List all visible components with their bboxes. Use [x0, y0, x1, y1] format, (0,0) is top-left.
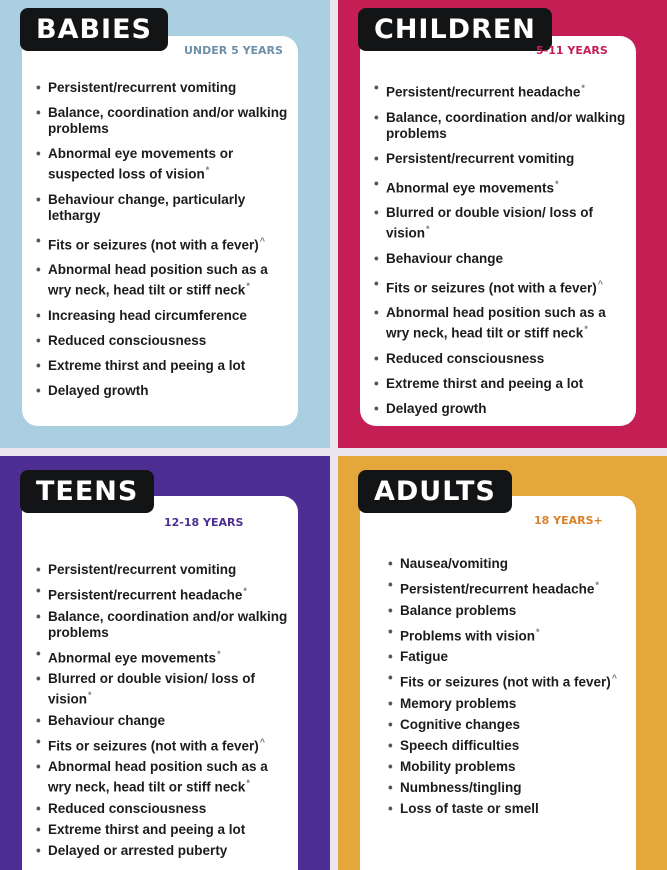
symptom-text: Increasing head circumference	[48, 307, 247, 323]
babies-symptom-item	[36, 105, 288, 137]
footnote-mark: *	[217, 648, 221, 659]
symptom-text: Extreme thirst and peeing a lot	[48, 357, 246, 373]
adults-symptom-item	[388, 624, 634, 645]
babies-symptom-item	[36, 358, 288, 374]
symptom-text: Behaviour change, particularly lethargy	[48, 191, 246, 223]
adults-symptom-item	[388, 759, 634, 775]
adults-symptom-item	[388, 603, 634, 619]
footnote-mark: *	[246, 281, 250, 291]
teens-symptom-item	[36, 843, 292, 859]
symptom-text: Persistent/recurrent headache	[386, 84, 581, 100]
symptom-text: Persistent/recurrent headache	[48, 587, 243, 603]
children-symptom-item	[374, 376, 630, 392]
symptom-text: Reduced consciousness	[386, 350, 545, 366]
symptom-text: Delayed growth	[386, 400, 487, 416]
adults-symptom-item	[388, 801, 634, 817]
adults-symptom-list	[388, 556, 634, 822]
symptom-text: Persistent/recurrent vomiting	[48, 80, 237, 95]
adults-symptom-item	[388, 717, 634, 733]
teens-symptom-list	[36, 562, 292, 864]
symptom-text: Reduced consciousness	[48, 332, 207, 348]
teens-symptom-item	[36, 734, 292, 755]
children-symptom-item	[374, 110, 630, 142]
footnote-mark: *	[88, 690, 92, 700]
children-symptom-item	[374, 251, 630, 267]
children-symptom-item	[374, 276, 630, 297]
symptom-text: Balance, coordination and/or walking problems	[48, 105, 288, 136]
symptom-text: Behaviour change	[48, 712, 166, 728]
babies-symptom-item	[36, 308, 288, 324]
children-symptom-item	[374, 80, 630, 101]
symptom-text: Fatigue	[400, 649, 449, 664]
teens-symptom-item	[36, 822, 292, 838]
teens-symptom-item	[36, 759, 292, 796]
teens-symptom-item	[36, 609, 292, 641]
children-panel	[338, 0, 667, 448]
babies-symptom-item	[36, 233, 288, 254]
symptom-text: Speech difficulties	[400, 737, 520, 753]
adults-title: ADULTS	[358, 470, 512, 513]
symptom-text: Numbness/tingling	[400, 779, 522, 795]
babies-panel	[0, 0, 330, 448]
children-symptom-item	[374, 305, 630, 342]
symptom-text: Memory problems	[400, 695, 517, 711]
footnote-mark: ^	[611, 673, 618, 683]
teens-symptom-item	[36, 562, 292, 578]
footnote-mark: ^	[597, 278, 604, 289]
symptom-text: Cognitive changes	[400, 716, 521, 732]
teens-symptom-item	[36, 583, 292, 604]
babies-symptom-item	[36, 333, 288, 349]
children-symptom-list	[374, 80, 630, 426]
symptom-text: Abnormal eye movements or suspected loss of vision	[48, 146, 234, 182]
footnote-mark: *	[246, 778, 250, 788]
footnote-mark: *	[595, 580, 599, 590]
symptom-text: Nausea/vomiting	[400, 556, 509, 571]
adults-age-range: 18 YEARS+	[534, 514, 603, 527]
symptom-text: Delayed or arrested puberty	[48, 842, 228, 858]
children-symptom-item	[374, 151, 630, 167]
footnote-mark: *	[205, 165, 210, 175]
footnote-mark: *	[555, 178, 559, 189]
children-symptom-item	[374, 351, 630, 367]
babies-title: BABIES	[20, 8, 168, 51]
symptom-text: Mobility problems	[400, 758, 516, 774]
adults-symptom-item	[388, 696, 634, 712]
symptom-text: Persistent/recurrent vomiting	[48, 562, 237, 577]
footnote-mark: *	[581, 83, 585, 93]
babies-age-range: UNDER 5 YEARS	[184, 44, 283, 57]
babies-symptom-item	[36, 80, 288, 96]
adults-symptom-item	[388, 780, 634, 796]
symptom-text: Fits or seizures (not with a fever)	[400, 674, 611, 690]
teens-age-range: 12-18 YEARS	[164, 516, 244, 529]
symptom-text: Behaviour change	[386, 250, 504, 266]
adults-symptom-item	[388, 556, 634, 572]
children-symptom-item	[374, 176, 630, 197]
children-title: CHILDREN	[358, 8, 552, 51]
children-symptom-item	[374, 401, 630, 417]
symptom-text: Fits or seizures (not with a fever)	[48, 738, 259, 753]
symptom-text: Blurred or double vision/ loss of vision	[386, 205, 594, 241]
adults-symptom-item	[388, 577, 634, 598]
adults-symptom-item	[388, 670, 634, 691]
symptom-text: Reduced consciousness	[48, 800, 207, 816]
babies-symptom-item	[36, 146, 288, 183]
adults-symptom-item	[388, 738, 634, 754]
symptom-text: Fits or seizures (not with a fever)	[386, 280, 597, 295]
symptom-text: Fits or seizures (not with a fever)	[48, 237, 259, 252]
teens-symptom-item	[36, 671, 292, 708]
symptom-text: Abnormal eye movements	[386, 180, 555, 195]
footnote-mark: ^	[259, 736, 266, 747]
symptom-text: Delayed growth	[48, 382, 149, 398]
symptom-text: Problems with vision	[400, 628, 536, 643]
symptom-text: Abnormal eye movements	[48, 650, 217, 665]
footnote-mark: *	[536, 626, 540, 637]
children-symptom-item	[374, 205, 630, 242]
symptom-text: Abnormal head position such as a wry neck, head tilt or stiff neck	[386, 305, 606, 341]
adults-symptom-item	[388, 649, 634, 665]
symptom-text: Balance problems	[400, 602, 517, 618]
footnote-mark: *	[426, 224, 430, 234]
teens-panel	[0, 456, 330, 870]
symptom-text: Abnormal head position such as a wry neck, head tilt or stiff neck	[48, 759, 268, 795]
symptom-text: Extreme thirst and peeing a lot	[48, 821, 246, 837]
symptom-text: Loss of taste or smell	[400, 800, 539, 816]
teens-symptom-item	[36, 801, 292, 817]
teens-symptom-item	[36, 646, 292, 667]
adults-panel	[338, 456, 667, 870]
symptom-text: Extreme thirst and peeing a lot	[386, 375, 584, 391]
symptom-text: Balance, coordination and/or walking problems	[48, 608, 288, 640]
footnote-mark: *	[584, 324, 588, 334]
symptom-text: Persistent/recurrent vomiting	[386, 150, 575, 166]
teens-title: TEENS	[20, 470, 154, 513]
children-age-range: 5-11 YEARS	[536, 44, 608, 57]
babies-symptom-item	[36, 262, 288, 299]
symptom-text: Persistent/recurrent headache	[400, 581, 595, 597]
footnote-mark: *	[243, 586, 247, 596]
footnote-mark: ^	[259, 235, 266, 246]
symptom-text: Blurred or double vision/ loss of vision	[48, 671, 256, 707]
symptom-text: Balance, coordination and/or walking problems	[386, 109, 626, 141]
babies-symptom-item	[36, 383, 288, 399]
symptom-text: Abnormal head position such as a wry neck, head tilt or stiff neck	[48, 262, 268, 298]
babies-symptom-list	[36, 80, 288, 408]
teens-symptom-item	[36, 713, 292, 729]
babies-symptom-item	[36, 192, 288, 224]
